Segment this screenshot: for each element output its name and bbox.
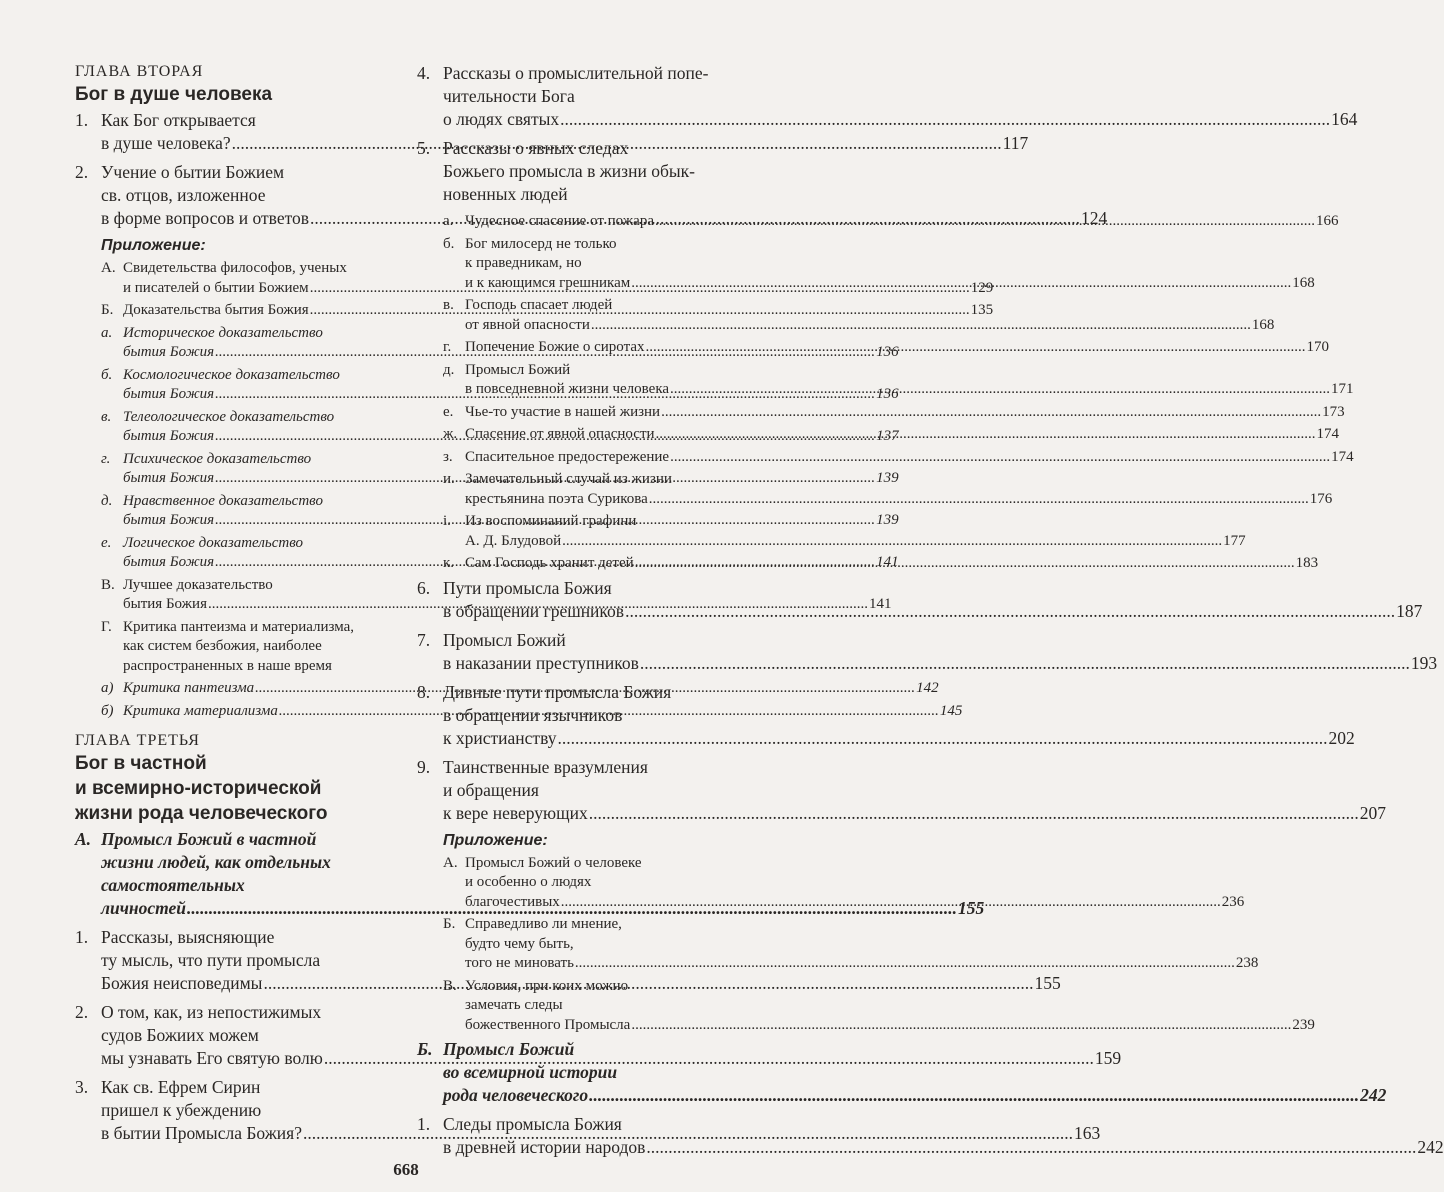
toc-number: д. (443, 361, 455, 378)
toc-entry-line: ту мысль, что пути промысла (101, 950, 321, 970)
toc-entry-title: божественного Промысла (465, 1016, 631, 1033)
toc-entry-title: в бытии Промысла Божия? (101, 1123, 302, 1143)
toc-number: А. (75, 829, 92, 849)
toc-number: Б. (417, 1039, 433, 1059)
toc-entry-line: пришел к убеждению (101, 1100, 262, 1120)
toc-number: е. (101, 534, 112, 551)
dot-leader (560, 108, 1330, 131)
dot-leader (646, 1136, 1416, 1159)
toc-page-number: 236 (1221, 893, 1245, 910)
toc-entry-line: Условия, при коих можно (465, 977, 629, 994)
toc-entry-title: в душе человека? (101, 133, 231, 153)
toc-number: и. (443, 471, 455, 487)
toc-page-number: 129 (970, 279, 994, 296)
toc-entry-title: от явной опасности (465, 316, 590, 333)
toc-entry-title: Сам Господь хранит детей (465, 555, 634, 571)
toc-entry-lastline (465, 1016, 1315, 1036)
toc-number: 5. (417, 138, 431, 158)
toc-number: г. (101, 450, 111, 467)
dot-leader (645, 338, 1305, 358)
toc-page-number: 124 (1081, 208, 1108, 228)
toc-entry-line: Из воспоминаний графини (465, 513, 637, 529)
toc-entry-title: бытия Божия (123, 512, 215, 528)
toc-entry-line: св. отцов, изложенное (101, 185, 266, 205)
toc-number: 2. (75, 1002, 89, 1022)
toc-page-number: 139 (876, 512, 899, 528)
toc-entry-lastline (465, 338, 1329, 358)
toc-entry-line: Рассказы о явных следах (443, 138, 629, 158)
toc-page-number: 141 (868, 596, 892, 612)
toc-entry-body (465, 338, 1329, 358)
toc-entry-line: Рассказы о промыслительной попе- (443, 63, 709, 83)
toc-entry-lastline (465, 403, 1345, 423)
toc-entry-body (465, 977, 1315, 1036)
toc-entry-line: Промысл Божий (465, 361, 571, 378)
toc-entry-title: в форме вопросов и ответов (101, 208, 310, 228)
toc-entry-title: о людях святых (443, 109, 560, 129)
dot-leader (661, 403, 1321, 423)
toc-entry-line: к праведникам, но (465, 255, 582, 271)
toc-number: в. (101, 408, 112, 425)
toc-entry-body (465, 915, 1258, 974)
dot-leader (589, 802, 1359, 825)
toc-entry-line: Психическое доказательство (123, 450, 312, 467)
toc-entry-body (465, 448, 1354, 468)
toc-page-number: 141 (876, 554, 899, 570)
toc-entry-body (465, 296, 1274, 335)
dot-leader (625, 600, 1395, 623)
toc-entry-title: Критика пантеизма (123, 680, 255, 696)
toc-subentry (417, 915, 1259, 974)
toc-entry-title: того не миновать (465, 955, 574, 971)
toc-number: е. (443, 403, 454, 420)
toc-number: б) (101, 702, 114, 719)
toc-number: Г. (101, 618, 112, 635)
toc-entry-body (443, 577, 1422, 623)
toc-entry-line: замечать следы (465, 997, 563, 1013)
toc-entry-body (123, 618, 395, 677)
toc-number: б. (101, 366, 113, 383)
dot-leader (562, 532, 1222, 552)
toc-page-number: 242 (1417, 1137, 1444, 1157)
toc-entry-line: и особенно о людях (465, 874, 592, 890)
toc-entry-title: и к кающимся грешникам (465, 274, 631, 291)
toc-entry-lastline (465, 554, 1318, 574)
chapter-three-title-line: Бог в частной (75, 753, 207, 774)
toc-entry-line: как систем безбожия, наиболее (123, 638, 322, 654)
toc-page-number: 207 (1359, 802, 1386, 823)
toc-entry-line: Промысл Божий в частной (101, 829, 317, 849)
toc-entry-body (443, 756, 1386, 825)
toc-number: 1. (417, 1114, 431, 1134)
toc-entry-line: судов Божиих можем (101, 1025, 259, 1045)
toc-entry-title: в повседневной жизни человека (465, 381, 670, 397)
toc-entry-line: Как св. Ефрем Сирин (101, 1077, 261, 1097)
toc-entry-line: Замечательный случай из жизни (465, 471, 672, 487)
toc-entry-lastline (443, 1084, 1386, 1107)
toc-number: ж. (443, 426, 458, 442)
toc-entry-line: Лучшее доказательство (123, 576, 273, 593)
dot-leader (558, 727, 1328, 750)
toc-entry-lastline (465, 893, 1244, 913)
toc-number: В. (101, 576, 115, 593)
toc-entry-lastline (465, 448, 1354, 468)
toc-entry-line: Критика пантеизма и материализма, (123, 618, 355, 635)
dot-leader (561, 893, 1221, 913)
toc-page-number: 176 (1309, 490, 1333, 507)
toc-number: з. (443, 448, 453, 465)
toc-entry-line: Таинственные вразумления (443, 756, 648, 777)
toc-entry-title: в древней истории народов (443, 1137, 646, 1157)
toc-entry-line: распространенных в наше время (123, 657, 332, 674)
toc-entry-title: бытия Божия (123, 386, 215, 402)
toc-number: 2. (75, 162, 89, 182)
toc-entry-lastline (443, 1136, 1444, 1159)
toc-entry-body (465, 470, 1332, 509)
toc-number: а. (443, 213, 454, 229)
toc-page-number: 142 (916, 680, 939, 696)
toc-page-number: 166 (1316, 213, 1339, 229)
chapter-three-label: ГЛАВА ТРЕТЬЯ (75, 732, 200, 749)
toc-entry-title: Чудесное спасение от пожара (465, 213, 654, 229)
toc-entry-title: в наказании преступников (443, 652, 639, 673)
dot-leader (649, 490, 1309, 510)
toc-page-number: 168 (1292, 274, 1315, 291)
toc-number: Б. (101, 302, 114, 318)
toc-entry-lastline (443, 727, 1355, 750)
toc-entry-lastline (465, 316, 1274, 336)
toc-entry-line: Рассказы, выясняющие (101, 927, 275, 947)
dot-leader (635, 554, 1295, 574)
toc-entry-body (465, 403, 1345, 423)
toc-entry-line: Господь спасает людей (465, 297, 613, 313)
toc-entry-body (443, 1113, 1444, 1159)
toc-entry-lastline (465, 425, 1339, 445)
toc-number: 4. (417, 63, 431, 83)
toc-entry-line: Пути промысла Божия (443, 577, 612, 598)
toc-entry-line: Божьего промысла в жизни обык- (443, 161, 695, 181)
toc-entry-line: новенных людей (443, 184, 568, 204)
toc-number: в. (443, 297, 454, 313)
dot-leader (640, 652, 1410, 675)
toc-page-number: 155 (958, 898, 985, 918)
toc-page-number: 171 (1331, 381, 1354, 397)
toc-entry-line: Логическое доказательство (123, 534, 304, 551)
toc-entry-title: Спасение от явной опасности (465, 426, 655, 442)
toc-number: 7. (417, 629, 431, 650)
toc-page-number: 177 (1223, 532, 1246, 549)
toc-page-number: 168 (1251, 316, 1275, 333)
toc-number: 9. (417, 756, 431, 777)
toc-page-number: 170 (1306, 339, 1329, 355)
toc-page-number: 242 (1360, 1085, 1387, 1105)
toc-entry-title: бытия Божия (123, 428, 215, 444)
toc-number: а. (101, 324, 113, 341)
toc-entry-line: Следы промысла Божия (443, 1114, 622, 1134)
toc-number: д. (101, 492, 113, 509)
toc-number: к. (443, 555, 455, 571)
toc-entry-line: Как Бог открывается (101, 110, 256, 130)
toc-entry-title: благочестивых (465, 893, 560, 910)
toc-number: 1. (75, 927, 89, 947)
toc-entry-body (443, 629, 1437, 675)
toc-entry-line: Историческое доказательство (123, 324, 323, 341)
toc-entry-lastline (465, 490, 1332, 510)
toc-entry-line: и обращения (443, 779, 539, 800)
toc-entry-lastline (443, 600, 1422, 623)
toc-entry-title: к христианству (443, 727, 557, 748)
toc-page-number: 173 (1322, 403, 1345, 420)
toc-page-number: 137 (876, 428, 899, 444)
dot-leader (631, 274, 1291, 294)
toc-entry-title: бытия Божия (123, 596, 207, 612)
toc-entry-body (465, 235, 1315, 294)
dot-leader (656, 425, 1316, 445)
toc-entry-title: личностей (101, 898, 187, 918)
toc-entry-line: самостоятельных (101, 875, 245, 895)
toc-number: 8. (417, 681, 431, 702)
dot-leader (631, 1016, 1291, 1036)
page-number: 668 (393, 1160, 419, 1179)
toc-entry-lastline (465, 380, 1354, 400)
toc-number: б. (443, 235, 455, 252)
toc-entry-line: Космологическое доказательство (123, 366, 340, 383)
toc-entry (417, 629, 1438, 675)
toc-entry-body (465, 425, 1339, 445)
toc-entry-title: бытия Божия (123, 470, 215, 486)
toc-entry-lastline (465, 532, 1246, 552)
toc-entry-title: Критика материализма (123, 702, 278, 719)
toc-entry-body (443, 681, 1355, 750)
toc-page-number: 183 (1295, 555, 1319, 571)
toc-page-number: 136 (876, 344, 899, 360)
toc-subentry (75, 618, 395, 677)
toc-entry-line: Промысл Божий (443, 629, 566, 650)
toc-page-number: 174 (1316, 426, 1340, 442)
toc-entry-lastline (443, 802, 1386, 825)
toc-entry-line: Телеологическое доказательство (123, 408, 335, 425)
toc-entry-line: Промысл Божий (443, 1039, 575, 1059)
dot-leader (589, 1084, 1359, 1107)
toc-entry-title: Попечение Божие о сиротах (465, 339, 645, 355)
toc-number: А. (443, 854, 458, 871)
toc-page-number: 187 (1396, 600, 1423, 621)
toc-subentry (417, 403, 1345, 423)
toc-entry-lastline (443, 108, 1357, 131)
toc-entry-title: Доказательства бытия Божия (123, 302, 309, 318)
toc-page-number: 159 (1094, 1048, 1122, 1068)
toc-entry-lastline (465, 274, 1315, 294)
toc-entry-title: Чье-то участие в нашей жизни (465, 403, 661, 420)
toc-entry-line: Промысл Божий о человеке (465, 854, 642, 871)
toc-entry-title: мы узнавать Его святую волю (101, 1048, 323, 1068)
toc-entry-body (443, 62, 1357, 131)
toc-entry-body (465, 854, 1244, 913)
toc-page-number: 136 (876, 386, 899, 402)
toc-page-number: 174 (1331, 448, 1354, 465)
toc-entry-body (443, 137, 737, 206)
toc-entry-title: к вере неверующих (443, 802, 588, 823)
chapter-two-title: Бог в душе человека (75, 84, 273, 105)
toc-entry-title: рода человеческого (443, 1085, 589, 1105)
toc-number: 6. (417, 577, 431, 598)
toc-entry-title: А. Д. Блудовой (465, 532, 562, 549)
dot-leader (575, 954, 1235, 974)
toc-page-number: 145 (939, 702, 963, 719)
toc-number: г. (443, 339, 452, 355)
toc-entry-line: жизни людей, как отдельных (101, 852, 331, 872)
toc-entry-title: Божия неисповедимы (101, 973, 263, 993)
toc-entry-title: крестьянина поэта Сурикова (465, 490, 648, 507)
toc-number: А. (101, 260, 116, 276)
toc-page-number: 117 (1002, 133, 1029, 153)
toc-entry-lastline (465, 212, 1339, 232)
toc-entry-line: Дивные пути промысла Божия (443, 681, 672, 702)
toc-number: В. (443, 977, 457, 994)
chapter-three-title (75, 751, 395, 826)
toc-page-number: 239 (1292, 1016, 1315, 1033)
toc-entry-lastline (443, 652, 1437, 675)
toc-page-number: 139 (876, 470, 899, 486)
toc-page-number: 163 (1073, 1123, 1101, 1143)
toc-page-number: 135 (970, 302, 994, 318)
toc-entry-line: Свидетельства философов, ученых (123, 260, 347, 276)
toc-page-number: 164 (1331, 109, 1358, 129)
toc-entry-line: Учение о бытии Божием (101, 162, 285, 182)
toc-number: i. (443, 513, 451, 529)
dot-leader (591, 316, 1251, 336)
appendix-label: Приложение: (443, 831, 548, 849)
toc-entry-line: во всемирной истории (443, 1062, 618, 1082)
toc-entry-body (465, 512, 1246, 551)
toc-entry-title: и писателей о бытии Божием (123, 279, 309, 296)
toc-entry-body (465, 361, 1354, 400)
toc-number: 3. (75, 1077, 89, 1097)
toc-entry-title: бытия Божия (123, 344, 215, 360)
toc-entry-title: Спасительное предостережение (465, 448, 670, 465)
toc-page-number: 155 (1034, 973, 1061, 993)
toc-entry-title: в обращении грешников (443, 600, 625, 621)
toc-entry-line: чительности Бога (443, 86, 575, 106)
toc-entry-body (443, 1038, 1386, 1107)
toc-page-number: 193 (1410, 652, 1438, 673)
toc-entry-lastline (465, 954, 1258, 974)
toc-entry (417, 756, 1386, 825)
toc-entry (417, 62, 1358, 131)
toc-number: Б. (443, 916, 456, 932)
toc-entry-line: Справедливо ли мнение, (465, 916, 622, 932)
toc-number: а) (101, 680, 114, 696)
chapter-three-title-line: и всемирно-исторической (75, 778, 322, 799)
toc-entry-body (465, 212, 1339, 232)
dot-leader (670, 380, 1330, 400)
toc-entry (417, 137, 737, 206)
dot-leader (670, 448, 1330, 468)
toc-number: 1. (75, 110, 89, 130)
toc-entry-line: в обращении язычников (443, 704, 623, 725)
toc-entry-line: Бог милосерд не только (465, 235, 617, 252)
toc-entry-line: О том, как, из непостижимых (101, 1002, 322, 1022)
toc-entry-title: бытия Божия (123, 554, 215, 570)
appendix-label: Приложение: (101, 237, 206, 254)
toc-entry-line: будто чему быть, (465, 935, 574, 952)
dot-leader (655, 212, 1315, 232)
toc-entry-line: Нравственное доказательство (123, 492, 323, 509)
chapter-two-label: ГЛАВА ВТОРАЯ (75, 63, 204, 80)
toc-page-number: 238 (1235, 955, 1259, 971)
toc-entry-body (465, 554, 1318, 574)
chapter-three-title-line: жизни рода человеческого (75, 803, 328, 824)
toc-subentry (417, 448, 1354, 468)
toc-page-number: 202 (1328, 727, 1355, 748)
